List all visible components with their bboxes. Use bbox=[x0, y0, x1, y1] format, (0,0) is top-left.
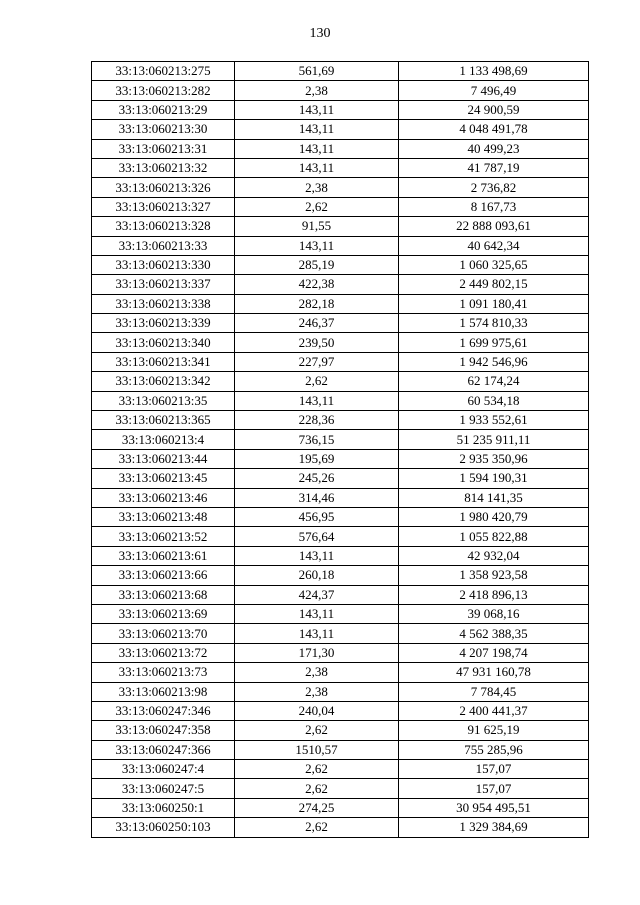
area-cell: 245,26 bbox=[235, 469, 399, 488]
cadastral-number-cell: 33:13:060213:33 bbox=[92, 236, 235, 255]
cadastral-number-cell: 33:13:060213:340 bbox=[92, 333, 235, 352]
value-cell: 2 736,82 bbox=[399, 178, 589, 197]
value-cell: 42 932,04 bbox=[399, 546, 589, 565]
table-row bbox=[92, 314, 589, 333]
value-cell: 7 784,45 bbox=[399, 682, 589, 701]
area-cell: 2,62 bbox=[235, 721, 399, 740]
table-row bbox=[92, 81, 589, 100]
table-row bbox=[92, 624, 589, 643]
table-row bbox=[92, 100, 589, 119]
area-cell: 314,46 bbox=[235, 488, 399, 507]
area-cell: 240,04 bbox=[235, 701, 399, 720]
table-row bbox=[92, 469, 589, 488]
table-row bbox=[92, 779, 589, 798]
table-row bbox=[92, 585, 589, 604]
cadastral-number-cell: 33:13:060213:282 bbox=[92, 81, 235, 100]
area-cell: 143,11 bbox=[235, 158, 399, 177]
value-cell: 51 235 911,11 bbox=[399, 430, 589, 449]
cadastral-number-cell: 33:13:060213:330 bbox=[92, 255, 235, 274]
value-cell: 22 888 093,61 bbox=[399, 217, 589, 236]
area-cell: 2,38 bbox=[235, 663, 399, 682]
value-cell: 2 400 441,37 bbox=[399, 701, 589, 720]
cadastral-number-cell: 33:13:060213:327 bbox=[92, 197, 235, 216]
value-cell: 24 900,59 bbox=[399, 100, 589, 119]
area-cell: 143,11 bbox=[235, 624, 399, 643]
cadastral-number-cell: 33:13:060250:103 bbox=[92, 818, 235, 837]
table-row bbox=[92, 682, 589, 701]
value-cell: 4 562 388,35 bbox=[399, 624, 589, 643]
table-row bbox=[92, 798, 589, 817]
table-row bbox=[92, 372, 589, 391]
value-cell: 1 933 552,61 bbox=[399, 411, 589, 430]
cadastral-number-cell: 33:13:060213:32 bbox=[92, 158, 235, 177]
cadastral-number-cell: 33:13:060213:70 bbox=[92, 624, 235, 643]
table-row bbox=[92, 158, 589, 177]
table-row bbox=[92, 197, 589, 216]
table-row bbox=[92, 391, 589, 410]
area-cell: 422,38 bbox=[235, 275, 399, 294]
table-row bbox=[92, 294, 589, 313]
table-row bbox=[92, 62, 589, 81]
table-row bbox=[92, 120, 589, 139]
area-cell: 2,38 bbox=[235, 81, 399, 100]
value-cell: 2 935 350,96 bbox=[399, 449, 589, 468]
value-cell: 157,07 bbox=[399, 760, 589, 779]
area-cell: 456,95 bbox=[235, 507, 399, 526]
table-row bbox=[92, 701, 589, 720]
page-number: 130 bbox=[309, 26, 331, 41]
value-cell: 39 068,16 bbox=[399, 604, 589, 623]
table-row bbox=[92, 255, 589, 274]
area-cell: 143,11 bbox=[235, 391, 399, 410]
value-cell: 40 499,23 bbox=[399, 139, 589, 158]
table-row bbox=[92, 818, 589, 837]
cadastral-number-cell: 33:13:060213:337 bbox=[92, 275, 235, 294]
area-cell: 285,19 bbox=[235, 255, 399, 274]
value-cell: 2 449 802,15 bbox=[399, 275, 589, 294]
value-cell: 1 574 810,33 bbox=[399, 314, 589, 333]
table-row bbox=[92, 488, 589, 507]
area-cell: 274,25 bbox=[235, 798, 399, 817]
cadastral-number-cell: 33:13:060213:66 bbox=[92, 566, 235, 585]
cadastral-number-cell: 33:13:060213:341 bbox=[92, 352, 235, 371]
cadastral-number-cell: 33:13:060213:61 bbox=[92, 546, 235, 565]
value-cell: 1 055 822,88 bbox=[399, 527, 589, 546]
value-cell: 62 174,24 bbox=[399, 372, 589, 391]
table-row bbox=[92, 663, 589, 682]
value-cell: 157,07 bbox=[399, 779, 589, 798]
value-cell: 1 329 384,69 bbox=[399, 818, 589, 837]
cadastral-number-cell: 33:13:060247:5 bbox=[92, 779, 235, 798]
table-row bbox=[92, 236, 589, 255]
table-row bbox=[92, 721, 589, 740]
value-cell: 1 060 325,65 bbox=[399, 255, 589, 274]
value-cell: 60 534,18 bbox=[399, 391, 589, 410]
value-cell: 4 207 198,74 bbox=[399, 643, 589, 662]
area-cell: 260,18 bbox=[235, 566, 399, 585]
area-cell: 282,18 bbox=[235, 294, 399, 313]
area-cell: 143,11 bbox=[235, 120, 399, 139]
area-cell: 195,69 bbox=[235, 449, 399, 468]
value-cell: 4 048 491,78 bbox=[399, 120, 589, 139]
cadastral-number-cell: 33:13:060213:4 bbox=[92, 430, 235, 449]
cadastral-number-cell: 33:13:060213:44 bbox=[92, 449, 235, 468]
table-row bbox=[92, 604, 589, 623]
area-cell: 246,37 bbox=[235, 314, 399, 333]
cadastral-number-cell: 33:13:060213:328 bbox=[92, 217, 235, 236]
value-cell: 40 642,34 bbox=[399, 236, 589, 255]
cadastral-number-cell: 33:13:060213:338 bbox=[92, 294, 235, 313]
area-cell: 2,38 bbox=[235, 178, 399, 197]
cadastral-number-cell: 33:13:060213:45 bbox=[92, 469, 235, 488]
table-row bbox=[92, 217, 589, 236]
value-cell: 41 787,19 bbox=[399, 158, 589, 177]
area-cell: 2,62 bbox=[235, 818, 399, 837]
value-cell: 1 594 190,31 bbox=[399, 469, 589, 488]
table-row bbox=[92, 333, 589, 352]
value-cell: 30 954 495,51 bbox=[399, 798, 589, 817]
value-cell: 7 496,49 bbox=[399, 81, 589, 100]
table-row bbox=[92, 546, 589, 565]
table-body bbox=[92, 62, 589, 838]
area-cell: 2,62 bbox=[235, 197, 399, 216]
cadastral-number-cell: 33:13:060247:358 bbox=[92, 721, 235, 740]
value-cell: 814 141,35 bbox=[399, 488, 589, 507]
area-cell: 424,37 bbox=[235, 585, 399, 604]
area-cell: 143,11 bbox=[235, 604, 399, 623]
area-cell: 227,97 bbox=[235, 352, 399, 371]
area-cell: 143,11 bbox=[235, 546, 399, 565]
area-cell: 239,50 bbox=[235, 333, 399, 352]
cadastral-number-cell: 33:13:060213:69 bbox=[92, 604, 235, 623]
cadastral-number-cell: 33:13:060213:68 bbox=[92, 585, 235, 604]
cadastral-number-cell: 33:13:060250:1 bbox=[92, 798, 235, 817]
cadastral-number-cell: 33:13:060213:275 bbox=[92, 62, 235, 81]
area-cell: 2,62 bbox=[235, 372, 399, 391]
area-cell: 2,38 bbox=[235, 682, 399, 701]
area-cell: 143,11 bbox=[235, 236, 399, 255]
table-row bbox=[92, 760, 589, 779]
cadastral-number-cell: 33:13:060213:98 bbox=[92, 682, 235, 701]
table-row bbox=[92, 178, 589, 197]
area-cell: 2,62 bbox=[235, 779, 399, 798]
table-row bbox=[92, 740, 589, 759]
cadastral-table bbox=[91, 61, 589, 838]
cadastral-number-cell: 33:13:060213:342 bbox=[92, 372, 235, 391]
cadastral-number-cell: 33:13:060213:29 bbox=[92, 100, 235, 119]
area-cell: 171,30 bbox=[235, 643, 399, 662]
cadastral-number-cell: 33:13:060247:4 bbox=[92, 760, 235, 779]
area-cell: 143,11 bbox=[235, 100, 399, 119]
cadastral-number-cell: 33:13:060213:339 bbox=[92, 314, 235, 333]
cadastral-number-cell: 33:13:060213:73 bbox=[92, 663, 235, 682]
table-row bbox=[92, 275, 589, 294]
table-row bbox=[92, 139, 589, 158]
cadastral-number-cell: 33:13:060213:48 bbox=[92, 507, 235, 526]
cadastral-number-cell: 33:13:060247:366 bbox=[92, 740, 235, 759]
area-cell: 143,11 bbox=[235, 139, 399, 158]
value-cell: 1 699 975,61 bbox=[399, 333, 589, 352]
cadastral-number-cell: 33:13:060213:35 bbox=[92, 391, 235, 410]
value-cell: 8 167,73 bbox=[399, 197, 589, 216]
area-cell: 561,69 bbox=[235, 62, 399, 81]
cadastral-number-cell: 33:13:060213:46 bbox=[92, 488, 235, 507]
table-row bbox=[92, 566, 589, 585]
table-row bbox=[92, 643, 589, 662]
area-cell: 736,15 bbox=[235, 430, 399, 449]
value-cell: 2 418 896,13 bbox=[399, 585, 589, 604]
value-cell: 91 625,19 bbox=[399, 721, 589, 740]
table-row bbox=[92, 352, 589, 371]
area-cell: 228,36 bbox=[235, 411, 399, 430]
value-cell: 1 133 498,69 bbox=[399, 62, 589, 81]
value-cell: 755 285,96 bbox=[399, 740, 589, 759]
value-cell: 1 980 420,79 bbox=[399, 507, 589, 526]
table-row bbox=[92, 430, 589, 449]
cadastral-number-cell: 33:13:060213:30 bbox=[92, 120, 235, 139]
value-cell: 1 358 923,58 bbox=[399, 566, 589, 585]
cadastral-number-cell: 33:13:060247:346 bbox=[92, 701, 235, 720]
table-row bbox=[92, 527, 589, 546]
cadastral-number-cell: 33:13:060213:326 bbox=[92, 178, 235, 197]
value-cell: 1 942 546,96 bbox=[399, 352, 589, 371]
area-cell: 576,64 bbox=[235, 527, 399, 546]
table-row bbox=[92, 507, 589, 526]
cadastral-number-cell: 33:13:060213:365 bbox=[92, 411, 235, 430]
area-cell: 91,55 bbox=[235, 217, 399, 236]
table-row bbox=[92, 411, 589, 430]
table-row bbox=[92, 449, 589, 468]
cadastral-number-cell: 33:13:060213:31 bbox=[92, 139, 235, 158]
cadastral-number-cell: 33:13:060213:72 bbox=[92, 643, 235, 662]
area-cell: 1510,57 bbox=[235, 740, 399, 759]
area-cell: 2,62 bbox=[235, 760, 399, 779]
value-cell: 47 931 160,78 bbox=[399, 663, 589, 682]
value-cell: 1 091 180,41 bbox=[399, 294, 589, 313]
cadastral-number-cell: 33:13:060213:52 bbox=[92, 527, 235, 546]
